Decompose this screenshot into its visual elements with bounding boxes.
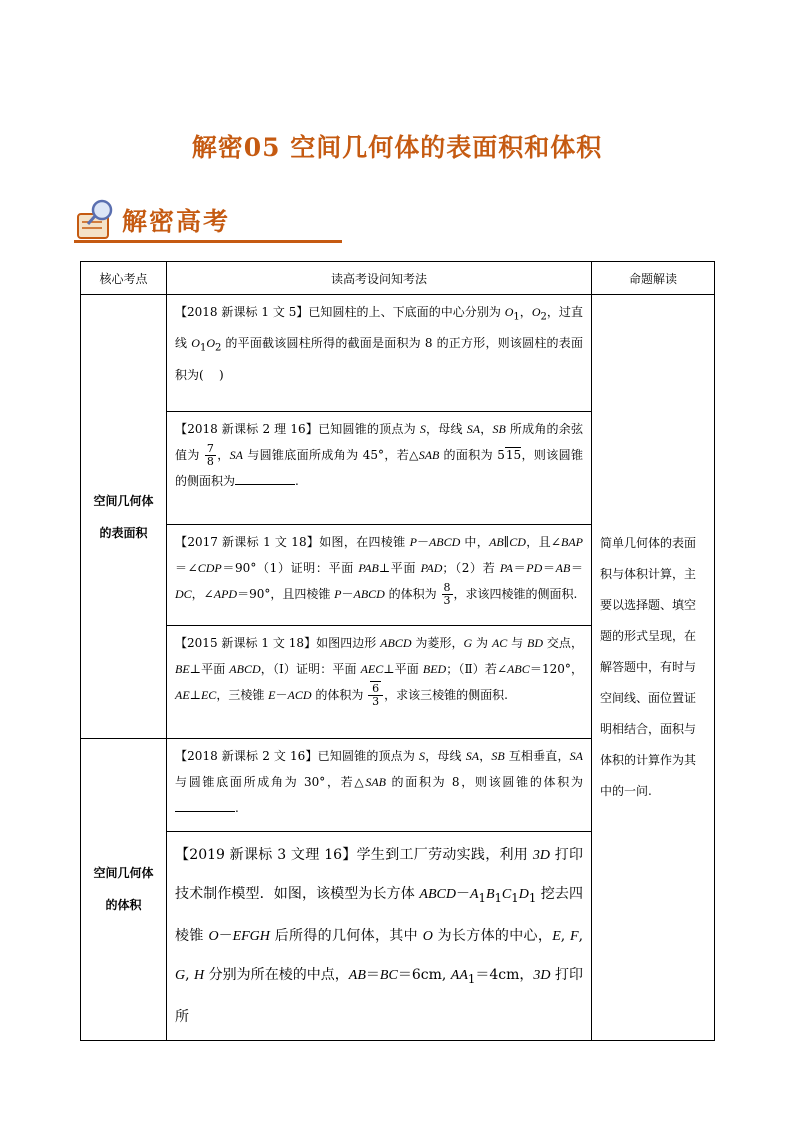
banner-label: 解密高考 <box>122 207 231 236</box>
question-2018-2-16: 【2018 新课标 2 理 16】已知圆锥的顶点为 S，母线 SA，SB 所成角的余弦值为 $\frac{7}{8}$ ，SA 与圆锥底面所成角为 45°，若△SAB 的面积为 515，则该圆锥的侧面积为 . <box>167 412 592 525</box>
topic-volume: 空间几何体 的体积 <box>81 739 167 1041</box>
table-header-row <box>81 262 715 295</box>
question-2018-1-5: 【2018 新课标 1 文 5】已知圆柱的上、下底面的中心分别为 $O_1$，$O_2$，过直线 $O_1O_2$ 的平面截该圆柱所得的截面是面积为 8 的正方形，则该圆柱的表面积为( ) <box>167 295 592 412</box>
table-row <box>81 295 715 412</box>
banner-underline <box>74 240 342 243</box>
interpretation-cell: 简单几何体的表面积与体积计算，主要以选择题、填空题的形式呈现，在解答题中，有时与空间线、面位置证明相结合，面积与体积的计算作为其中的一问. <box>592 295 715 1041</box>
magnifier-notepad-icon <box>72 196 122 244</box>
header-questions: 读高考设问知考法 <box>167 262 592 295</box>
section-banner <box>72 196 272 248</box>
question-2019-3-16: 【2019 新课标 3 文理 16】学生到工厂劳动实践，利用 3D 打印技术制作模型．如图，该模型为长方体 $ABCD-A_1B_1C_1D_1$ 挖去四棱锥 O－EFGH 后所得的几何体，其中 O 为长方体的中心，E, F, G, H 分别为所在棱的中点，AB＝BC＝6cm, $AA_1=4cm$，3D 打印所 <box>167 832 592 1041</box>
header-core-point: 核心考点 <box>81 262 167 295</box>
question-2015-1-18: 【2015 新课标 1 文 18】如图四边形 ABCD 为菱形，G 为 AC 与 BD 交点，BE⊥平面 ABCD，（Ⅰ）证明：平面 AEC⊥平面 BED；（Ⅱ）若∠ABC＝120°，AE⊥EC，三棱锥 E－ACD 的体积为 $\frac{6}{3}$ ，求该三棱锥的侧面积. <box>167 626 592 739</box>
question-2017-1-18: 【2017 新课标 1 文 18】如图，在四棱锥 P－ABCD 中，AB∥CD，且∠BAP＝∠CDP＝90°（1）证明：平面 PAB⊥平面 PAD；（2）若 PA＝PD＝AB＝DC，∠APD＝90°，且四棱锥 P－ABCD 的体积为 $\frac{8}{3}$ ，求该四棱锥的侧面积. <box>167 525 592 626</box>
exam-table <box>80 261 715 1041</box>
header-interpretation: 命题解读 <box>592 262 715 295</box>
topic-surface-area: 空间几何体 的表面积 <box>81 295 167 739</box>
question-2018-2-16-volume: 【2018 新课标 2 文 16】已知圆锥的顶点为 S，母线 SA，SB 互相垂直，SA 与圆锥底面所成角为 30°，若△SAB 的面积为 8，则该圆锥的体积为. <box>167 739 592 832</box>
page-title: 解密05 空间几何体的表面积和体积 <box>191 133 603 162</box>
